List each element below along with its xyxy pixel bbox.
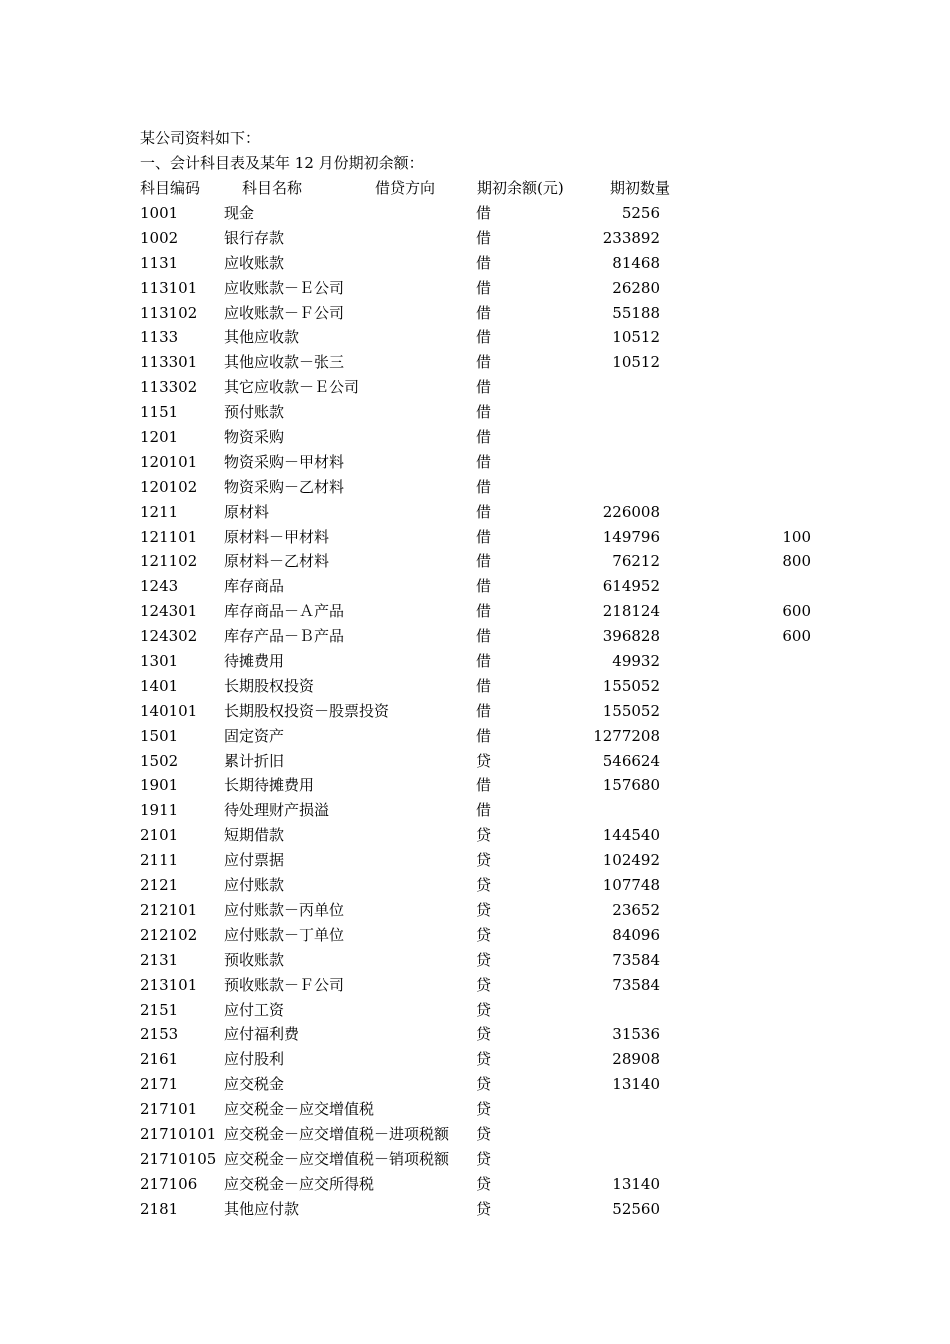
- account-direction: 借: [476, 228, 492, 247]
- table-row: [0, 576, 950, 601]
- account-code: 217106: [140, 1174, 198, 1193]
- account-code: 124301: [140, 602, 198, 621]
- table-row: [0, 278, 950, 303]
- account-name: 应付股利: [224, 1050, 285, 1069]
- account-code: 2101: [140, 826, 179, 845]
- opening-balance: 218124: [602, 602, 660, 621]
- account-name: 原材料: [224, 502, 270, 521]
- opening-balance: 55188: [612, 303, 660, 322]
- account-direction: 借: [476, 801, 492, 820]
- account-direction: 借: [476, 477, 492, 496]
- account-name: 原材料－乙材料: [224, 552, 330, 571]
- account-code: 2181: [140, 1199, 179, 1218]
- account-name: 应付账款－丙单位: [224, 900, 345, 919]
- account-code: 113101: [140, 278, 198, 297]
- account-code: 113301: [140, 353, 198, 372]
- table-row: [0, 626, 950, 651]
- account-code: 120102: [140, 477, 198, 496]
- account-code: 1243: [140, 577, 179, 596]
- account-code: 217101: [140, 1100, 198, 1119]
- opening-quantity: 800: [782, 552, 811, 571]
- table-row: [0, 925, 950, 950]
- account-name: 其它应收款－Ｅ公司: [224, 378, 360, 397]
- account-direction: 借: [476, 701, 492, 720]
- account-direction: 贷: [476, 1000, 492, 1019]
- table-row: [0, 601, 950, 626]
- account-name: 应交税金: [224, 1075, 285, 1094]
- account-code: 21710105: [140, 1149, 217, 1168]
- account-name: 预付账款: [224, 403, 285, 422]
- opening-balance: 155052: [602, 676, 660, 695]
- account-code: 212102: [140, 925, 198, 944]
- account-direction: 贷: [476, 900, 492, 919]
- account-direction: 借: [476, 726, 492, 745]
- table-row: [0, 800, 950, 825]
- table-row: [0, 1074, 950, 1099]
- table-row: [0, 701, 950, 726]
- account-name: 应收账款－Ｅ公司: [224, 278, 345, 297]
- table-row: [0, 551, 950, 576]
- account-name: 银行存款: [224, 228, 285, 247]
- opening-balance: 10512: [612, 328, 660, 347]
- header-balance: 期初余额(元): [477, 179, 564, 197]
- account-code: 1901: [140, 776, 179, 795]
- table-header: [0, 178, 950, 198]
- table-row: [0, 452, 950, 477]
- account-code: 2121: [140, 876, 179, 895]
- account-code: 1002: [140, 228, 179, 247]
- account-code: 124302: [140, 627, 198, 646]
- account-name: 物资采购－乙材料: [224, 477, 345, 496]
- account-code: 113302: [140, 378, 198, 397]
- table-row: [0, 502, 950, 527]
- account-code: 213101: [140, 975, 198, 994]
- opening-balance: 10512: [612, 353, 660, 372]
- account-direction: 借: [476, 378, 492, 397]
- table-row: [0, 1174, 950, 1199]
- account-direction: 借: [476, 627, 492, 646]
- account-direction: 借: [476, 428, 492, 447]
- account-direction: 借: [476, 502, 492, 521]
- account-name: 应付福利费: [224, 1025, 300, 1044]
- account-code: 121102: [140, 552, 198, 571]
- account-name: 现金: [224, 204, 255, 222]
- opening-balance: 233892: [602, 228, 660, 247]
- account-direction: 借: [476, 776, 492, 795]
- opening-balance: 13140: [612, 1075, 660, 1094]
- account-direction: 贷: [476, 975, 492, 994]
- account-name: 其他应收款: [224, 328, 300, 347]
- table-row: [0, 825, 950, 850]
- account-name: 应付账款－丁单位: [224, 925, 345, 944]
- table-row: [0, 726, 950, 751]
- opening-balance: 81468: [612, 253, 660, 272]
- account-code: 1131: [140, 253, 179, 272]
- account-code: 2171: [140, 1075, 179, 1094]
- opening-balance: 31536: [612, 1025, 660, 1044]
- account-code: 2111: [140, 851, 179, 870]
- account-direction: 贷: [476, 1100, 492, 1119]
- account-direction: 贷: [476, 876, 492, 895]
- account-code: 1201: [140, 428, 179, 447]
- account-name: 应付工资: [224, 1000, 285, 1019]
- table-row: [0, 477, 950, 502]
- table-row: [0, 1099, 950, 1124]
- account-name: 预收账款: [224, 950, 285, 969]
- account-name: 其他应收款－张三: [224, 353, 345, 372]
- account-direction: 借: [476, 353, 492, 372]
- account-direction: 贷: [476, 1124, 492, 1143]
- account-code: 1502: [140, 751, 179, 770]
- table-row: [0, 228, 950, 253]
- account-direction: 贷: [476, 851, 492, 870]
- account-name: 短期借款: [224, 826, 285, 845]
- account-code: 1151: [140, 403, 179, 422]
- account-direction: 贷: [476, 1149, 492, 1168]
- account-direction: 借: [476, 303, 492, 322]
- table-row: [0, 775, 950, 800]
- opening-quantity: 600: [782, 602, 811, 621]
- account-direction: 贷: [476, 1174, 492, 1193]
- account-direction: 借: [476, 602, 492, 621]
- opening-balance: 1277208: [593, 726, 660, 745]
- account-name: 物资采购－甲材料: [224, 452, 345, 471]
- table-row: [0, 427, 950, 452]
- account-name: 应交税金－应交增值税－销项税额: [224, 1149, 450, 1168]
- table-row: [0, 527, 950, 552]
- account-name: 库存商品: [224, 577, 285, 596]
- account-name: 原材料－甲材料: [224, 527, 330, 546]
- table-row: [0, 377, 950, 402]
- account-direction: 贷: [476, 1025, 492, 1044]
- section-heading: 一、会计科目表及某年 12 月份期初余额：: [140, 154, 424, 172]
- account-name: 应收账款: [224, 253, 285, 272]
- account-name: 长期股权投资: [224, 676, 315, 695]
- table-row: [0, 352, 950, 377]
- account-direction: 借: [476, 676, 492, 695]
- account-code: 1401: [140, 676, 179, 695]
- intro-line-1: 某公司资料如下：: [140, 129, 261, 147]
- opening-balance: 13140: [612, 1174, 660, 1193]
- table-row: [0, 402, 950, 427]
- account-direction: 借: [476, 452, 492, 471]
- opening-balance: 52560: [612, 1199, 660, 1218]
- account-code: 1911: [140, 801, 179, 820]
- opening-balance: 49932: [612, 652, 660, 671]
- account-direction: 借: [476, 403, 492, 422]
- account-name: 其他应付款: [224, 1199, 300, 1218]
- table-row: [0, 1149, 950, 1174]
- account-direction: 借: [476, 253, 492, 272]
- table-row: [0, 676, 950, 701]
- table-row: [0, 327, 950, 352]
- table-row: [0, 751, 950, 776]
- table-row: [0, 1049, 950, 1074]
- account-code: 1501: [140, 726, 179, 745]
- table-row: [0, 203, 950, 228]
- account-direction: 借: [476, 204, 492, 222]
- account-code: 113102: [140, 303, 198, 322]
- opening-balance: 157680: [602, 776, 660, 795]
- account-name: 应交税金－应交所得税: [224, 1174, 375, 1193]
- account-direction: 贷: [476, 826, 492, 845]
- opening-balance: 84096: [612, 925, 660, 944]
- opening-balance: 26280: [612, 278, 660, 297]
- account-name: 物资采购: [224, 428, 285, 447]
- opening-balance: 73584: [612, 950, 660, 969]
- account-code: 2131: [140, 950, 179, 969]
- opening-quantity: 100: [782, 527, 811, 546]
- account-code: 212101: [140, 900, 198, 919]
- account-code: 2151: [140, 1000, 179, 1019]
- opening-balance: 396828: [602, 627, 660, 646]
- opening-balance: 107748: [602, 876, 660, 895]
- account-code: 21710101: [140, 1124, 217, 1143]
- account-direction: 贷: [476, 925, 492, 944]
- account-name: 应付票据: [224, 851, 285, 870]
- opening-balance: 614952: [602, 577, 660, 596]
- table-row: [0, 651, 950, 676]
- account-name: 应付账款: [224, 876, 285, 895]
- opening-balance: 149796: [602, 527, 660, 546]
- header-quantity: 期初数量: [610, 179, 671, 197]
- account-name: 应交税金－应交增值税: [224, 1100, 375, 1119]
- opening-balance: 73584: [612, 975, 660, 994]
- account-direction: 贷: [476, 1075, 492, 1094]
- opening-balance: 5256: [621, 204, 660, 222]
- table-row: [0, 975, 950, 1000]
- account-direction: 贷: [476, 1199, 492, 1218]
- table-row: [0, 1024, 950, 1049]
- account-name: 预收账款－Ｆ公司: [224, 975, 345, 994]
- account-direction: 借: [476, 278, 492, 297]
- account-name: 待处理财产损溢: [224, 801, 330, 820]
- account-table-body: [0, 203, 950, 1224]
- opening-balance: 546624: [602, 751, 660, 770]
- account-direction: 借: [476, 328, 492, 347]
- account-name: 应收账款－Ｆ公司: [224, 303, 345, 322]
- account-name: 待摊费用: [224, 652, 285, 671]
- table-row: [0, 1000, 950, 1025]
- opening-balance: 76212: [612, 552, 660, 571]
- account-code: 121101: [140, 527, 198, 546]
- opening-balance: 23652: [612, 900, 660, 919]
- account-code: 1133: [140, 328, 179, 347]
- table-row: [0, 1199, 950, 1224]
- account-name: 库存产品－Ｂ产品: [224, 627, 345, 646]
- account-name: 长期股权投资－股票投资: [224, 701, 390, 720]
- table-row: [0, 303, 950, 328]
- opening-balance: 144540: [602, 826, 660, 845]
- opening-quantity: 600: [782, 627, 811, 646]
- header-code: 科目编码: [140, 179, 201, 197]
- account-direction: 贷: [476, 1050, 492, 1069]
- account-direction: 借: [476, 527, 492, 546]
- account-direction: 借: [476, 552, 492, 571]
- account-code: 120101: [140, 452, 198, 471]
- table-row: [0, 1124, 950, 1149]
- table-row: [0, 900, 950, 925]
- account-name: 应交税金－应交增值税－进项税额: [224, 1124, 450, 1143]
- account-code: 1001: [140, 204, 179, 222]
- account-name: 库存商品－Ａ产品: [224, 602, 345, 621]
- header-name: 科目名称: [242, 179, 303, 197]
- table-row: [0, 875, 950, 900]
- table-row: [0, 253, 950, 278]
- account-name: 长期待摊费用: [224, 776, 315, 795]
- table-row: [0, 850, 950, 875]
- account-code: 2153: [140, 1025, 179, 1044]
- account-direction: 贷: [476, 751, 492, 770]
- opening-balance: 155052: [602, 701, 660, 720]
- opening-balance: 226008: [602, 502, 660, 521]
- opening-balance: 102492: [602, 851, 660, 870]
- account-name: 累计折旧: [224, 751, 285, 770]
- opening-balance: 28908: [612, 1050, 660, 1069]
- account-direction: 借: [476, 577, 492, 596]
- header-direction: 借贷方向: [375, 179, 436, 197]
- account-name: 固定资产: [224, 726, 285, 745]
- account-code: 1301: [140, 652, 179, 671]
- account-code: 2161: [140, 1050, 179, 1069]
- account-code: 140101: [140, 701, 198, 720]
- account-code: 1211: [140, 502, 179, 521]
- table-row: [0, 950, 950, 975]
- account-direction: 借: [476, 652, 492, 671]
- account-direction: 贷: [476, 950, 492, 969]
